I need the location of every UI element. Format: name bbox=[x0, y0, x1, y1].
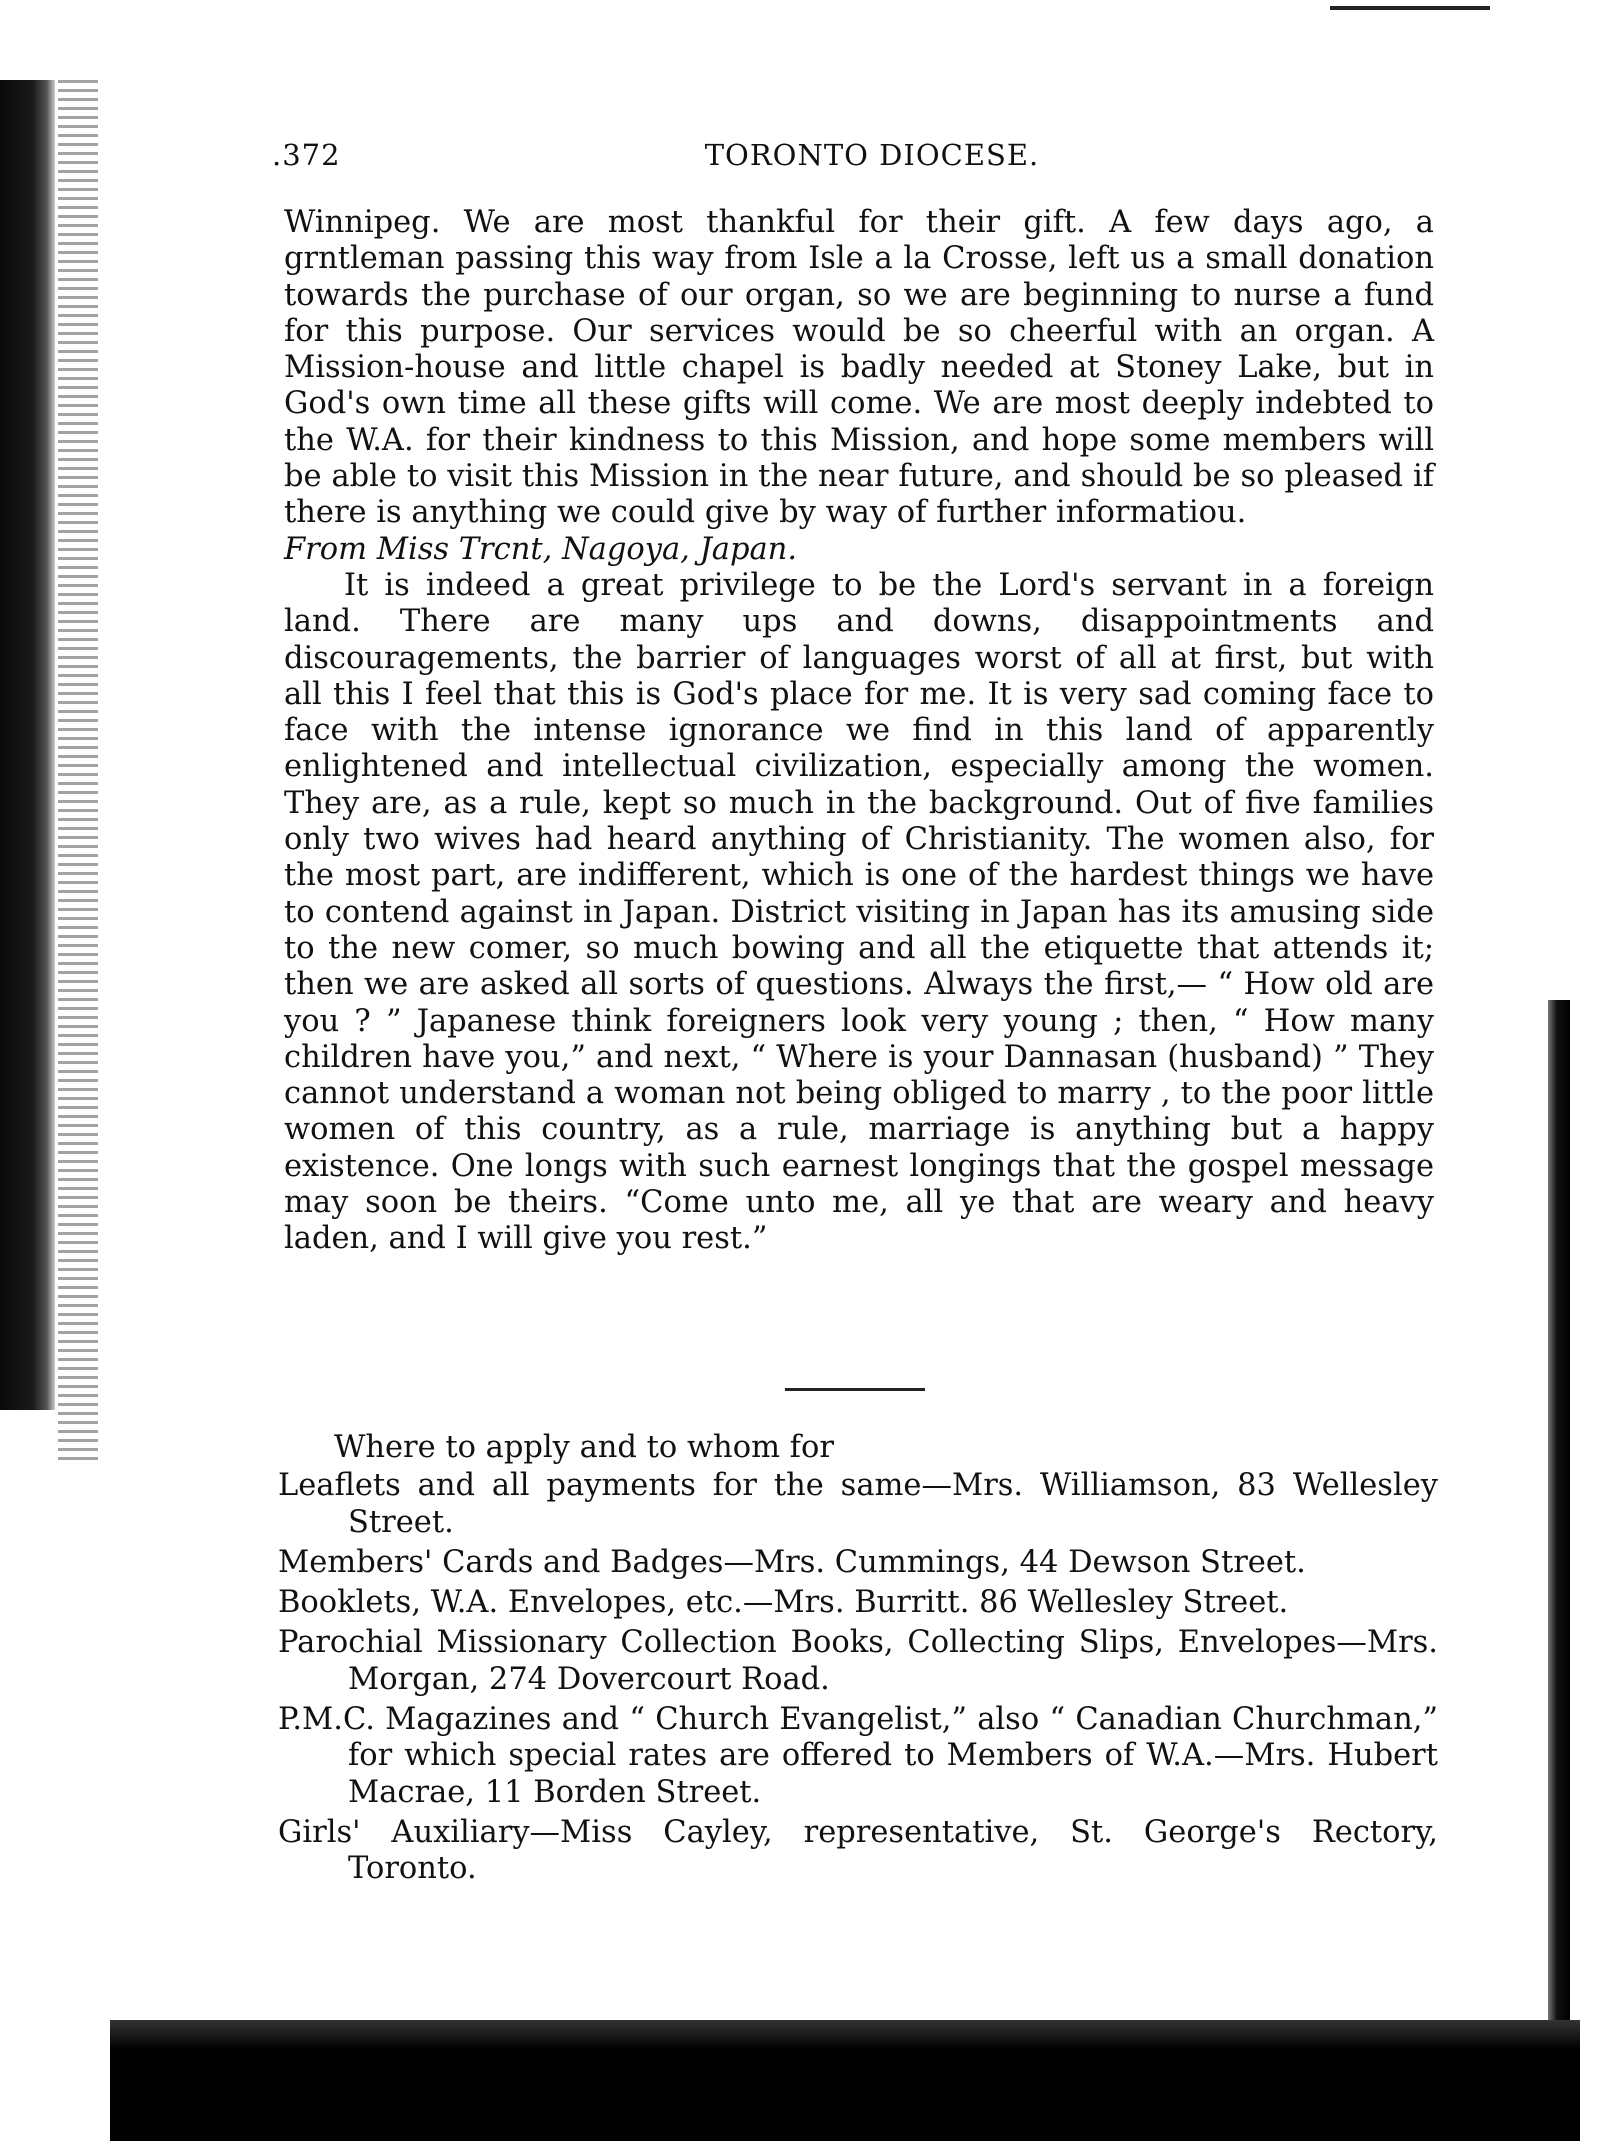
scan-artifact-top bbox=[1330, 6, 1490, 10]
section-divider bbox=[785, 1388, 925, 1391]
contact-entry-magazines: P.M.C. Magazines and “ Church Evangelist,” also “ Canadian Churchman,” for which special rates are offered to Members of W.A.—Mrs. Hubert Macrae, 11 Borden Street. bbox=[278, 1702, 1438, 1810]
paragraph-japan: It is indeed a great privilege to be the Lord's servant in a foreign land. There are many ups and downs, disappointments and discouragements, the barrier of languages worst of all at first, but with all this I feel that this is God's place for me. It is very sad coming face to face with the intense ignorance we find in this land of apparently enlightened and intellectual civilization, especially among the women. They are, as a rule, kept so much in the background. Out of five families only two wives had heard anything of Christianity. The women also, for the most part, are indifferent, which is one of the hardest things we have to contend against in Japan. District visiting in Japan has its amusing side to the new comer, so much bowing and all the etiquette that attends it; then we are asked all sorts of questions. Always the first,— “ How old are you ? ” Japanese think foreigners look very young ; then, “ How many children have you,” and next, “ Where is your Dannasan (husband) ” They cannot understand a woman not being obliged to marry , to the poor little women of this country, as a rule, marriage is anything but a happy existence. One longs with such earnest longings that the gospel message may soon be theirs. “Come unto me, all ye that are weary and heavy laden, and I will give you rest.” bbox=[284, 567, 1434, 1257]
scan-noise-left bbox=[58, 80, 98, 1460]
contact-entry-booklets: Booklets, W.A. Envelopes, etc.—Mrs. Burritt. 86 Wellesley Street. bbox=[278, 1585, 1289, 1621]
scan-shadow-bottom bbox=[110, 2020, 1580, 2141]
contact-entry-leaflets: Leaflets and all payments for the same—Mrs. Williamson, 83 Wellesley Street. bbox=[278, 1468, 1438, 1540]
page-number: .372 bbox=[272, 138, 341, 172]
scan-shadow-right bbox=[1548, 1000, 1570, 2020]
letter-source: From Miss Trcnt, Nagoya, Japan. bbox=[284, 531, 798, 567]
page-header bbox=[272, 138, 1432, 178]
paragraph-winnipeg: Winnipeg. We are most thankful for their gift. A few days ago, a grntleman passing this way from Isle a la Crosse, left us a small donation towards the purchase of our organ, so we are beginning to nurse a fund for this purpose. Our services would be so cheerful with an organ. A Mission-house and little chapel is badly needed at Stoney Lake, but in God's own time all these gifts will come. We are most deeply indebted to the W.A. for their kindness to this Mission, and hope some members will be able to visit this Mission in the near future, and should be so pleased if there is anything we could give by way of further informatiou. bbox=[284, 205, 1434, 531]
contact-list bbox=[278, 1430, 1438, 1892]
body-text bbox=[284, 205, 1434, 1258]
running-title: TORONTO DIOCESE. bbox=[704, 138, 1040, 172]
contact-entry-cards: Members' Cards and Badges—Mrs. Cummings, 44 Dewson Street. bbox=[278, 1544, 1306, 1580]
scan-shadow-left bbox=[0, 80, 55, 1410]
contact-list-heading: Where to apply and to whom for bbox=[334, 1430, 834, 1465]
contact-entry-girls-auxiliary: Girls' Auxiliary—Miss Cayley, representative, St. George's Rectory, Toronto. bbox=[278, 1814, 1438, 1887]
contact-entry-collection-books: Parochial Missionary Collection Books, Collecting Slips, Envelopes—Mrs. Morgan, 274 Dovercourt Road. bbox=[278, 1625, 1438, 1697]
